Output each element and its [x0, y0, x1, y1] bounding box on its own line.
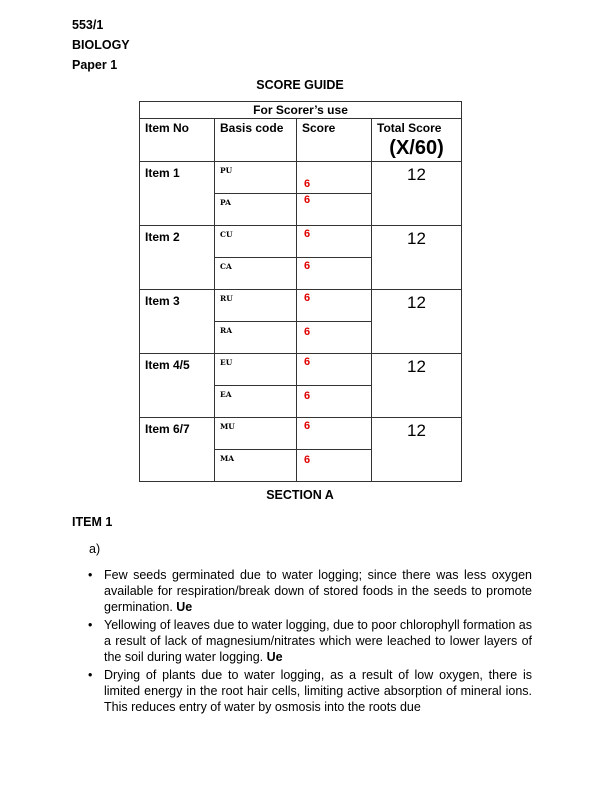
item-label: Item 4/5 — [140, 354, 215, 418]
score-cell — [297, 386, 372, 418]
table-row — [140, 418, 462, 450]
table-row — [140, 354, 462, 386]
table-row — [140, 226, 462, 258]
total-score: 12 — [372, 162, 462, 226]
score-cell — [297, 290, 372, 322]
score-value: 6 — [304, 292, 311, 304]
basis-code: RU — [215, 290, 297, 322]
item-label: Item 3 — [140, 290, 215, 354]
total-score: 12 — [372, 226, 462, 290]
basis-code-header: Basis code — [215, 119, 297, 162]
bullet-icon: • — [88, 618, 93, 632]
score-value: 6 — [304, 178, 311, 190]
point-tag: Ue — [176, 600, 193, 614]
score-value: 6 — [304, 420, 311, 432]
point-tag: Ue — [266, 650, 283, 664]
score-header: Score — [297, 119, 372, 162]
bullet-icon: • — [88, 568, 93, 582]
score-cell — [297, 194, 372, 226]
basis-code: PU — [215, 162, 297, 194]
table-row — [140, 290, 462, 322]
total-max-label: (X/60) — [389, 137, 444, 159]
point-text: Drying of plants due to water logging, as a result of low oxygen, there is limited energy in the root hair cells, limiting active absorption of mineral ions. This reduces entry of water by osmosis into the roots due — [104, 668, 532, 714]
basis-code: EA — [215, 386, 297, 418]
list-item — [0, 617, 600, 665]
score-guide-title: SCORE GUIDE — [256, 78, 344, 92]
score-cell — [297, 258, 372, 290]
basis-code: RA — [215, 322, 297, 354]
basis-code: CU — [215, 226, 297, 258]
list-item — [0, 667, 600, 715]
score-value: 6 — [304, 390, 311, 402]
score-cell — [297, 322, 372, 354]
score-value: 6 — [304, 194, 311, 206]
answer-points — [0, 567, 600, 717]
for-scorer-header: For Scorer’s use — [140, 102, 462, 119]
item-label: Item 1 — [140, 162, 215, 226]
item-label: Item 6/7 — [140, 418, 215, 482]
part-label: a) — [89, 542, 101, 556]
list-item — [0, 567, 600, 615]
table-row — [140, 162, 462, 194]
total-score: 12 — [372, 354, 462, 418]
score-value: 6 — [304, 228, 311, 240]
total-score-label: Total Score — [377, 121, 442, 135]
score-value: 6 — [304, 454, 311, 466]
score-cell — [297, 354, 372, 386]
score-guide-table — [139, 101, 462, 482]
section-heading: SECTION A — [266, 488, 334, 502]
item-heading: ITEM 1 — [72, 515, 113, 529]
paper-number: Paper 1 — [72, 58, 118, 72]
bullet-icon: • — [88, 668, 93, 682]
score-cell — [297, 418, 372, 450]
basis-code: MU — [215, 418, 297, 450]
item-label: Item 2 — [140, 226, 215, 290]
total-score-header — [372, 119, 462, 162]
item-no-header: Item No — [140, 119, 215, 162]
total-score: 12 — [372, 290, 462, 354]
basis-code: PA — [215, 194, 297, 226]
point-text: Few seeds germinated due to water logging; since there was less oxygen available for respiration/break down of stored foods in the seeds to promote germination. — [104, 568, 532, 614]
basis-code: MA — [215, 450, 297, 482]
point-text: Yellowing of leaves due to water logging, due to poor chlorophyll formation as a result of lack of magnesium/nitrates which were leached to lower layers of the soil during water logging. — [104, 618, 532, 664]
score-cell — [297, 226, 372, 258]
score-cell — [297, 450, 372, 482]
score-cell — [297, 162, 372, 194]
score-value: 6 — [304, 326, 311, 338]
subject-title: BIOLOGY — [72, 38, 130, 52]
basis-code: CA — [215, 258, 297, 290]
total-score: 12 — [372, 418, 462, 482]
score-value: 6 — [304, 260, 311, 272]
basis-code: EU — [215, 354, 297, 386]
score-value: 6 — [304, 356, 311, 368]
paper-code: 553/1 — [72, 18, 104, 32]
